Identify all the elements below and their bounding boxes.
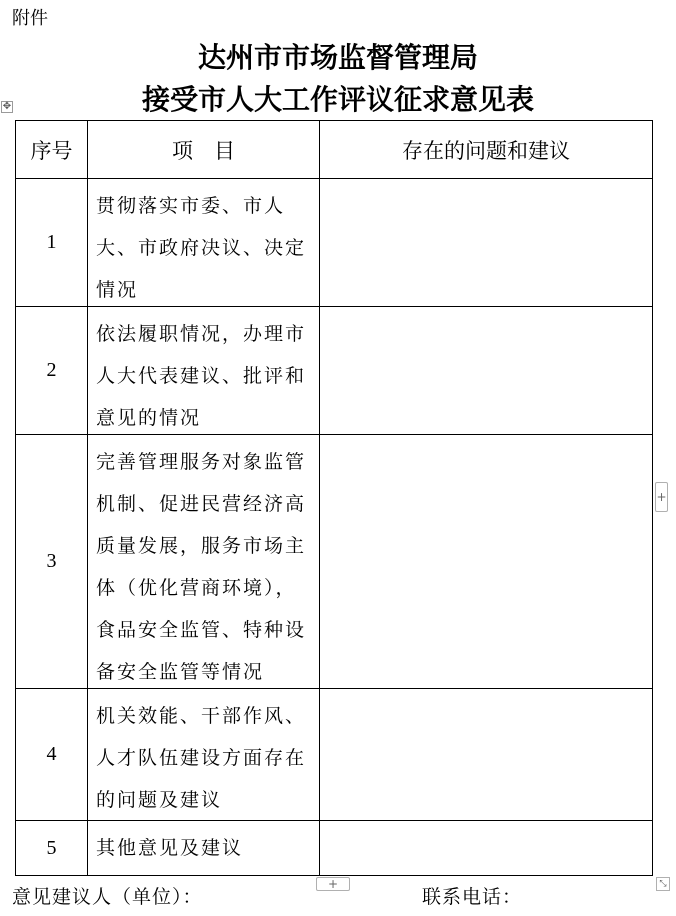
- row-2-feedback-cell[interactable]: [320, 307, 652, 434]
- row-5-item: 其他意见及建议: [96, 837, 244, 859]
- table-move-handle-icon[interactable]: ✥: [2, 101, 12, 112]
- header-item: 项 目: [172, 138, 235, 163]
- row-2-number: 2: [46, 359, 57, 381]
- insert-row-button[interactable]: +: [316, 877, 350, 891]
- table-resize-handle-icon[interactable]: ⤡: [656, 877, 670, 891]
- document-title-line-2: 接受市人大工作评议征求意见表: [141, 83, 534, 116]
- row-1-item: 贯彻落实市委、市人大、市政府决议、决定情况: [96, 195, 307, 301]
- row-5-number: 5: [46, 836, 57, 859]
- attachment-label: 附件: [12, 8, 48, 29]
- row-1-number: 1: [46, 231, 57, 253]
- row-5-feedback-cell[interactable]: [320, 821, 652, 875]
- insert-column-button[interactable]: +: [655, 482, 668, 512]
- opinion-table: [15, 120, 653, 876]
- row-2-item: 依法履职情况，办理市人大代表建议、批评和意见的情况: [96, 323, 307, 429]
- row-3-feedback-cell[interactable]: [320, 435, 652, 688]
- header-issues-suggestions: 存在的问题和建议: [402, 138, 570, 163]
- row-4-item: 机关效能、干部作风、人才队伍建设方面存在的问题及建议: [96, 705, 307, 811]
- row-3-number: 3: [46, 550, 57, 572]
- header-serial-number: 序号: [30, 138, 73, 163]
- table-border-bottom: [15, 875, 653, 876]
- document-title-line-1: 达州市市场监督管理局: [197, 41, 478, 74]
- row-1-feedback-cell[interactable]: [320, 179, 652, 306]
- row-3-item: 完善管理服务对象监管机制、促进民营经济高质量发展，服务市场主体（优化营商环境），食品安全监管、特种设备安全监管等情况: [96, 451, 307, 683]
- table-border-right: [652, 120, 653, 876]
- row-4-feedback-cell[interactable]: [320, 689, 652, 820]
- row-4-number: 4: [46, 743, 57, 765]
- proposer-label: 意见建议人（单位）：: [12, 886, 203, 908]
- contact-phone-label: 联系电话：: [422, 886, 523, 908]
